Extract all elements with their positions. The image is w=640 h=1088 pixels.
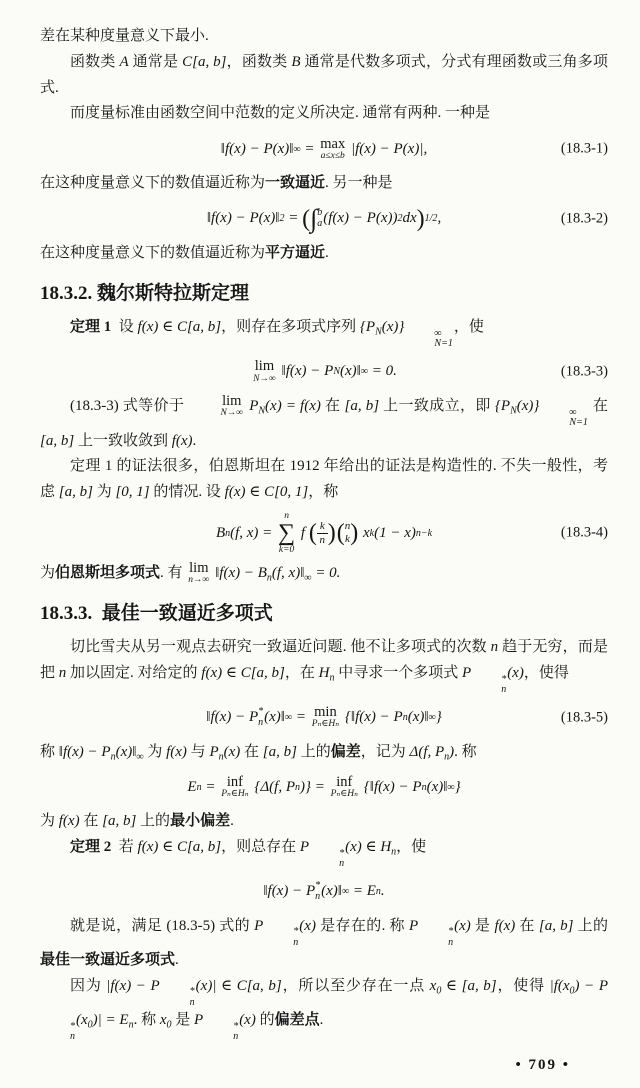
text-run: (f(x) − P(x)) [323,210,398,227]
text-run: (x)‖ [339,363,361,380]
text-run: (x) = f(x) [265,398,321,414]
text-run: ，在 [284,665,319,682]
text-run: , [437,210,442,227]
text-run: 2 [279,213,285,225]
paragraph-chebyshev [40,635,608,695]
binomial-coefficient: ( n k ) [336,520,359,547]
text-run: 与 [186,743,210,760]
superscript-subscript: * n [448,926,454,948]
text-run: 18.3.3. [40,602,102,624]
text-run: n [225,527,231,539]
text-run: n [218,751,224,763]
text-run: 上的 [573,917,608,934]
text-run: {P [359,319,376,336]
text-run: ‖f(x) − B [211,564,267,581]
paragraph-min-deviation [40,809,608,835]
text-run: C[a, b] [182,53,227,70]
text-run: 上一致成立，即 [379,398,495,414]
text-run: [a, b] [538,917,574,934]
text-run: 称 [40,743,59,760]
text-run: P [245,398,259,414]
formula-18-3-5 [40,701,608,735]
formula-18-3-4 [40,511,608,556]
text-run: 上的 [296,743,331,760]
text-run: ) [327,520,336,547]
text-run: (f, x)‖ [271,564,305,581]
text-run: f(x) [171,432,193,449]
text-run: 就是说，满足 (18.3-5) 式的 [70,917,255,934]
formula-body [187,775,460,800]
text-run: ，使 [396,839,427,856]
text-run: (x)‖ [115,743,137,760]
text-run: |f(x) − P [106,977,160,994]
text-run: n [391,846,397,858]
superscript-subscript: * n [233,1020,239,1043]
text-run: 差在某种度量意义下最小. [40,28,209,44]
text-run: ，使得 [496,977,550,994]
formula-body [206,203,442,233]
formula-body [263,881,384,902]
text-run: . [230,813,234,830]
text-run: ∞ [360,366,368,378]
text-run: (x [76,1012,88,1029]
paragraph-square-approx [40,241,608,267]
formula-best-approx [40,875,608,909]
text-run: (f, x) = [230,524,277,541]
text-run: N [333,366,340,378]
text-run: x [429,977,437,994]
text-run: {‖f(x) − P [341,709,403,726]
text-run: f(x) ∈ C[a, b] [137,839,222,856]
text-run: ( [302,205,311,232]
theorem-1 [40,315,608,350]
text-run: 性，考虑 [40,458,608,501]
text-run: n [128,1019,134,1031]
text-run: ‖f(x) − P(x)‖ [206,210,280,227]
text-run: 偏差点 [274,1012,320,1029]
superscript-subscript: * n [189,986,195,1008]
text-run: 函数类 [70,53,120,70]
text-run: n [110,751,116,763]
text-run: . [192,432,197,449]
text-run: 趋于无穷，而是把 [40,639,608,682]
text-run: ，使得 [523,665,569,682]
formula-body [221,137,427,162]
text-run: 因为 [70,977,107,994]
text-run: P [209,743,219,760]
text-run: P [299,839,310,856]
text-run: 而度量标准由函数空间中范数的定义所决定. 通常有两种. 一种是 [70,105,491,122]
text-run: = [292,709,310,726]
text-run: = [284,210,303,227]
paragraph-bernstein-polynomial [40,561,608,587]
text-run: 定理 2 [70,839,112,856]
text-run: 是 [470,917,495,934]
text-run: (x)‖ [426,778,448,795]
text-run: n [266,572,272,584]
page-number: • 709 • [515,1056,570,1073]
text-run: (x)‖ [321,883,342,900]
text-run: (x) [239,1012,256,1029]
text-run: ，使 [453,319,484,336]
equation-number: (18.3-3) [560,363,608,380]
text-run: = [201,778,220,795]
text-run: f(x) ∈ C[a, b] [137,319,222,336]
text-run: 偏差 [330,743,361,760]
text-run: [a, b] [40,432,75,449]
text-run: n [421,781,427,793]
superscript-subscript: ∞ N=1 [569,406,588,428]
text-run: ，记为 [360,743,410,760]
text-run: 中寻求一个多项式 [334,665,463,682]
text-run: 定理 1 [70,319,112,336]
text-run: 的 [255,1012,275,1029]
superscript-subscript: b a [317,207,323,229]
section-heading-18-3-2 [40,282,608,307]
text-run: 最小偏差 [170,813,231,830]
text-run: 为 [143,743,167,760]
text-run: (x) [223,743,241,760]
text-run: ，函数类 [226,53,292,70]
text-run: ，所以至少存在一点 [281,977,430,994]
text-run: . 有 [160,564,187,581]
text-run: 一致逼近 [265,175,326,192]
text-run: ‖f(x) − P [263,883,316,900]
text-run: (x) [454,917,471,934]
text-run: 最佳一致逼近多项式 [40,952,176,969]
superscript-subscript: ∞ N=1 [434,327,453,350]
text-run: (x)} [381,319,405,336]
text-run: 在 [515,917,539,934]
paragraph-deviation-point [40,974,608,1043]
paragraph-uniform-approx [40,171,608,197]
superscript-subscript: * n [339,847,345,870]
equation-number: (18.3-5) [560,709,608,726]
text-run: = 0. [367,363,397,380]
text-run: B [291,53,301,70]
text-run: ∞ [136,751,144,763]
text-run: 设 [111,319,138,336]
text-run: 在 [79,813,103,830]
superscript-subscript: * n [258,706,264,728]
equation-number: (18.3-4) [560,524,608,541]
formula-min-deviation [40,770,608,804]
formula-body [216,511,432,556]
text-run: ∞ [341,886,350,898]
text-run: ∞ [293,143,301,155]
text-run: n [402,712,408,724]
text-run: n [375,886,381,898]
text-run: ，称 [308,484,339,501]
equation-number: (18.3-2) [560,210,608,227]
text-run: 上一致收敛到 [74,432,172,449]
text-run: {P [494,398,511,414]
paragraph-bernstein-proof [40,454,608,506]
paragraph-equivalence [40,392,612,454]
text-run: = [300,140,319,157]
text-run: [a, b] [262,743,297,760]
text-run: n [58,665,67,682]
fraction: $\frac{k}{n}$ [317,520,328,546]
text-run: 通常是 [128,53,183,70]
superscript-subscript: * n [293,926,299,948]
limit-operator: lim N→∞ [253,358,276,384]
text-run: n−k [415,527,433,539]
text-run: } [454,778,461,795]
equation-number: (18.3-1) [560,140,608,157]
text-run: } [435,709,442,726]
text-run: N [510,405,517,417]
text-run: A [119,53,129,70]
text-run: [a, b] [58,484,93,501]
superscript-subscript: * n [315,880,321,902]
text-run: 在 [588,398,612,414]
text-run: (1 − x) [374,524,416,541]
text-run: 0 [436,985,442,997]
sum-operator: n ∑ k=0 [278,510,296,556]
text-run: (x)| ∈ C[a, b] [195,977,282,994]
formula-18-3-1 [40,132,608,166]
text-run: (x)} [516,398,540,414]
limit-operator: max a≤x≤b [320,135,346,161]
text-run: 为 [92,484,116,501]
text-run: P [194,1012,204,1029]
text-run: x [159,1012,167,1029]
text-run: N [375,326,382,338]
text-run: n [196,781,202,793]
text-run: k [369,527,375,539]
text-run: . [380,883,385,900]
paragraph-deviation-definition [40,740,608,766]
text-run: 通常是代数多项式，分式有理函数或三角多项式. [40,53,608,96]
paragraph-function-classes [40,50,608,102]
text-run: 是 [171,1012,195,1029]
text-run: 18.3.2. [40,282,97,304]
text-run: n [490,639,499,656]
text-run: n [295,781,300,793]
text-run: 在 [240,743,263,760]
text-run: 1/2 [424,213,438,225]
text-run: ‖f(x) − P(x)‖ [220,140,294,157]
text-run: (x) [299,917,316,934]
paragraph-continuation [40,24,608,50]
text-run: ) [449,743,455,760]
text-run: H [318,665,330,682]
text-run: 伯恩斯坦多项式 [55,564,161,581]
text-run: (18.3-3) 式等价于 [70,398,189,414]
text-run: 为 [40,564,56,581]
text-run: 定理 1 的证法很多，伯恩斯坦在 1912 年给出的证法是构造性的. 不失一般 [70,458,563,475]
text-run: E [187,778,197,795]
text-run: dx [402,210,417,227]
text-run: = E [349,883,376,900]
text-run: f(x) [494,917,516,934]
text-run: 上的 [136,813,171,830]
text-run: ∞ [284,712,293,724]
text-run: P [462,665,472,682]
superscript-subscript: * n [70,1020,75,1043]
text-run: 切比雪夫从另一观点去研究一致逼近问题. 他不让多项式的次数 [70,639,491,656]
text-run: P [254,917,264,934]
paragraph-existence [40,914,608,974]
text-run: 若 [111,839,138,856]
text-run: 是存在的. 称 [315,917,409,934]
text-run: [a, b] [344,398,380,414]
text-run: ) − P [574,977,608,994]
text-run: [0, 1] [115,484,150,501]
text-run: ( [308,520,317,547]
text-run: N [258,405,266,417]
text-run: )| = E [92,1012,129,1029]
text-run: )} = [300,778,329,795]
text-run: n [444,751,450,763]
text-run: 的情况. 设 [149,484,225,501]
section-heading-18-3-3 [40,602,608,627]
paragraph-norm-intro [40,101,608,127]
text-run: ∞ [428,712,436,724]
limit-operator: inf Pₙ∈Hₙ [221,773,249,799]
text-run: {Δ(f, P [250,778,295,795]
text-run: . 称 [454,743,477,760]
formula-body [251,359,397,384]
formula-18-3-3 [40,355,608,389]
text-run: n [329,672,335,684]
text-run: f(x) ∈ C[0, 1] [224,484,309,501]
text-run: x [359,524,370,541]
text-run: 平方逼近 [265,244,326,261]
formula-body [206,705,441,730]
text-run: ，则存在多项式序列 [221,319,360,336]
text-run: ∞ [447,781,455,793]
text-run: ‖f(x) − P [277,363,334,380]
text-run: {‖f(x) − P [360,778,422,795]
text-run: 2 [397,213,403,225]
text-run: f [297,524,309,541]
text-run: 在这种度量意义下的数值逼近称为 [40,244,266,261]
text-run: [a, b] [102,813,137,830]
text-run: . 另一种是 [325,175,393,192]
text-run: ∞ [304,572,312,584]
text-run: ) [416,205,425,232]
text-run: ∫ [310,203,318,233]
text-run: 最佳一致逼近多项式 [101,602,273,624]
text-run: f(x) [166,743,187,760]
text-run: 0 [87,1019,93,1031]
text-run: . [319,1012,324,1029]
text-run: ‖f(x) − P [206,709,259,726]
text-run: (x) [507,665,524,682]
text-run: . 称 [133,1012,160,1029]
text-run: (x) ∈ H [345,839,392,856]
text-run: |f(x [549,977,570,994]
text-run: |f(x) − P(x)|, [347,140,428,157]
text-run: 加以固定. 对给定的 [66,665,202,682]
text-run: f(x) [58,813,80,830]
text-run: 魏尔斯特拉斯定理 [97,282,250,304]
text-run: 在这种度量意义下的数值逼近称为 [40,175,266,192]
text-run: ，则总存在 [221,839,300,856]
limit-operator: lim N→∞ [220,392,244,419]
text-run: f(x) ∈ C[a, b] [201,665,285,682]
text-run: Δ(f, P [409,743,445,760]
formula-18-3-2 [40,202,608,236]
text-run: 为 [40,813,59,830]
text-run: (x)‖ [407,709,429,726]
text-run: ∈ [a, b] [441,977,497,994]
text-run: 0 [569,985,575,997]
text-run: . [175,952,179,969]
limit-operator: lim n→∞ [188,559,210,585]
text-run: B [215,524,226,541]
superscript-subscript: * n [501,673,507,696]
text-run: = 0. [311,564,341,581]
text-run: (x)‖ [264,709,285,726]
text-run: 在 [320,398,345,414]
theorem-2 [40,835,608,870]
text-run: 0 [166,1019,172,1031]
text-run: P [408,917,419,934]
text-run: ‖f(x) − P [58,743,111,760]
limit-operator: min Pₙ∈Hₙ [311,703,340,730]
text-run: . [325,244,329,261]
limit-operator: inf Pₙ∈Hₙ [330,773,359,799]
